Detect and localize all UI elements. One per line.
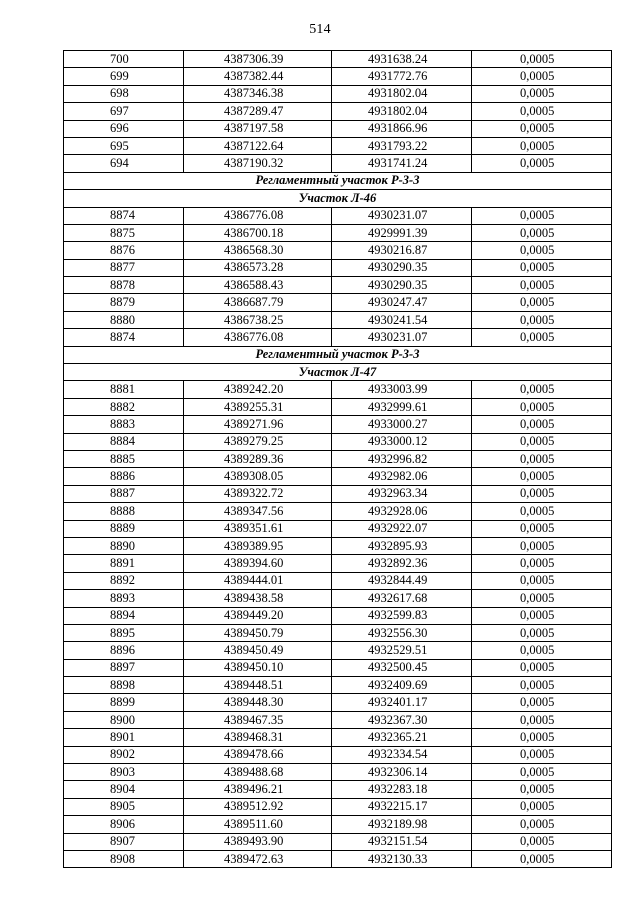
accuracy-cell: 0,0005	[472, 207, 612, 224]
table-row	[64, 85, 612, 102]
subsection-title: Участок Л-46	[64, 190, 612, 207]
accuracy-cell: 0,0005	[472, 659, 612, 676]
x-coordinate-cell: 4389512.92	[184, 798, 332, 815]
y-coordinate-cell: 4931793.22	[332, 137, 472, 154]
point-number-cell: 8875	[64, 224, 184, 241]
y-coordinate-cell: 4932283.18	[332, 781, 472, 798]
table-row	[64, 694, 612, 711]
point-number-cell: 695	[64, 137, 184, 154]
accuracy-cell: 0,0005	[472, 398, 612, 415]
x-coordinate-cell: 4389255.31	[184, 398, 332, 415]
y-coordinate-cell: 4932151.54	[332, 833, 472, 850]
x-coordinate-cell: 4389478.66	[184, 746, 332, 763]
x-coordinate-cell: 4389449.20	[184, 607, 332, 624]
y-coordinate-cell: 4932409.69	[332, 677, 472, 694]
x-coordinate-cell: 4389438.58	[184, 590, 332, 607]
point-number-cell: 8907	[64, 833, 184, 850]
table-row	[64, 51, 612, 68]
y-coordinate-cell: 4931802.04	[332, 103, 472, 120]
point-number-cell: 697	[64, 103, 184, 120]
point-number-cell: 8884	[64, 433, 184, 450]
accuracy-cell: 0,0005	[472, 590, 612, 607]
accuracy-cell: 0,0005	[472, 329, 612, 346]
table-row	[64, 746, 612, 763]
x-coordinate-cell: 4389468.31	[184, 729, 332, 746]
table-row	[64, 68, 612, 85]
point-number-cell: 8887	[64, 485, 184, 502]
y-coordinate-cell: 4932922.07	[332, 520, 472, 537]
y-coordinate-cell: 4931802.04	[332, 85, 472, 102]
y-coordinate-cell: 4932963.34	[332, 485, 472, 502]
table-row	[64, 711, 612, 728]
x-coordinate-cell: 4389351.61	[184, 520, 332, 537]
y-coordinate-cell: 4933000.27	[332, 416, 472, 433]
table-row	[64, 816, 612, 833]
point-number-cell: 696	[64, 120, 184, 137]
accuracy-cell: 0,0005	[472, 103, 612, 120]
point-number-cell: 700	[64, 51, 184, 68]
table-row	[64, 207, 612, 224]
y-coordinate-cell: 4932306.14	[332, 764, 472, 781]
x-coordinate-cell: 4389448.51	[184, 677, 332, 694]
accuracy-cell: 0,0005	[472, 381, 612, 398]
accuracy-cell: 0,0005	[472, 450, 612, 467]
y-coordinate-cell: 4932617.68	[332, 590, 472, 607]
table-row	[64, 242, 612, 259]
table-row	[64, 642, 612, 659]
point-number-cell: 8883	[64, 416, 184, 433]
y-coordinate-cell: 4930290.35	[332, 259, 472, 276]
y-coordinate-cell: 4932401.17	[332, 694, 472, 711]
table-row	[64, 624, 612, 641]
y-coordinate-cell: 4931638.24	[332, 51, 472, 68]
y-coordinate-cell: 4932529.51	[332, 642, 472, 659]
x-coordinate-cell: 4389448.30	[184, 694, 332, 711]
point-number-cell: 8895	[64, 624, 184, 641]
accuracy-cell: 0,0005	[472, 277, 612, 294]
point-number-cell: 8874	[64, 329, 184, 346]
y-coordinate-cell: 4932999.61	[332, 398, 472, 415]
y-coordinate-cell: 4931772.76	[332, 68, 472, 85]
accuracy-cell: 0,0005	[472, 294, 612, 311]
accuracy-cell: 0,0005	[472, 155, 612, 172]
accuracy-cell: 0,0005	[472, 555, 612, 572]
table-row	[64, 416, 612, 433]
x-coordinate-cell: 4389242.20	[184, 381, 332, 398]
x-coordinate-cell: 4389450.49	[184, 642, 332, 659]
point-number-cell: 8892	[64, 572, 184, 589]
y-coordinate-cell: 4932599.83	[332, 607, 472, 624]
accuracy-cell: 0,0005	[472, 311, 612, 328]
accuracy-cell: 0,0005	[472, 520, 612, 537]
section-title: Регламентный участок Р-3-3	[64, 346, 612, 363]
table-row	[64, 850, 612, 867]
table-row	[64, 798, 612, 815]
accuracy-cell: 0,0005	[472, 677, 612, 694]
x-coordinate-cell: 4386568.30	[184, 242, 332, 259]
point-number-cell: 8900	[64, 711, 184, 728]
y-coordinate-cell: 4932334.54	[332, 746, 472, 763]
point-number-cell: 8905	[64, 798, 184, 815]
point-number-cell: 8889	[64, 520, 184, 537]
table-row	[64, 590, 612, 607]
x-coordinate-cell: 4387346.38	[184, 85, 332, 102]
x-coordinate-cell: 4387197.58	[184, 120, 332, 137]
table-row	[64, 572, 612, 589]
y-coordinate-cell: 4932996.82	[332, 450, 472, 467]
subsection-title: Участок Л-47	[64, 364, 612, 381]
accuracy-cell: 0,0005	[472, 537, 612, 554]
table-row	[64, 398, 612, 415]
accuracy-cell: 0,0005	[472, 833, 612, 850]
y-coordinate-cell: 4932367.30	[332, 711, 472, 728]
coordinates-table	[63, 50, 612, 868]
y-coordinate-cell: 4929991.39	[332, 224, 472, 241]
table-row	[64, 485, 612, 502]
x-coordinate-cell: 4389496.21	[184, 781, 332, 798]
point-number-cell: 8882	[64, 398, 184, 415]
accuracy-cell: 0,0005	[472, 746, 612, 763]
point-number-cell: 8908	[64, 850, 184, 867]
table-row	[64, 764, 612, 781]
accuracy-cell: 0,0005	[472, 242, 612, 259]
table-row	[64, 781, 612, 798]
x-coordinate-cell: 4389308.05	[184, 468, 332, 485]
accuracy-cell: 0,0005	[472, 259, 612, 276]
accuracy-cell: 0,0005	[472, 607, 612, 624]
accuracy-cell: 0,0005	[472, 729, 612, 746]
table-row	[64, 607, 612, 624]
y-coordinate-cell: 4931866.96	[332, 120, 472, 137]
x-coordinate-cell: 4386738.25	[184, 311, 332, 328]
table-row	[64, 155, 612, 172]
table-row	[64, 659, 612, 676]
coordinates-table-body	[64, 51, 612, 868]
point-number-cell: 8903	[64, 764, 184, 781]
table-row	[64, 729, 612, 746]
point-number-cell: 8906	[64, 816, 184, 833]
point-number-cell: 698	[64, 85, 184, 102]
point-number-cell: 8879	[64, 294, 184, 311]
y-coordinate-cell: 4932189.98	[332, 816, 472, 833]
point-number-cell: 694	[64, 155, 184, 172]
table-row	[64, 468, 612, 485]
accuracy-cell: 0,0005	[472, 416, 612, 433]
x-coordinate-cell: 4386776.08	[184, 207, 332, 224]
x-coordinate-cell: 4386776.08	[184, 329, 332, 346]
table-row	[64, 103, 612, 120]
y-coordinate-cell: 4932556.30	[332, 624, 472, 641]
y-coordinate-cell: 4932215.17	[332, 798, 472, 815]
section-title: Регламентный участок Р-3-3	[64, 172, 612, 189]
x-coordinate-cell: 4389511.60	[184, 816, 332, 833]
point-number-cell: 8877	[64, 259, 184, 276]
x-coordinate-cell: 4389450.79	[184, 624, 332, 641]
x-coordinate-cell: 4389389.95	[184, 537, 332, 554]
accuracy-cell: 0,0005	[472, 624, 612, 641]
accuracy-cell: 0,0005	[472, 798, 612, 815]
point-number-cell: 8876	[64, 242, 184, 259]
accuracy-cell: 0,0005	[472, 85, 612, 102]
point-number-cell: 8898	[64, 677, 184, 694]
point-number-cell: 8904	[64, 781, 184, 798]
point-number-cell: 8886	[64, 468, 184, 485]
point-number-cell: 8891	[64, 555, 184, 572]
accuracy-cell: 0,0005	[472, 224, 612, 241]
x-coordinate-cell: 4387306.39	[184, 51, 332, 68]
point-number-cell: 8880	[64, 311, 184, 328]
x-coordinate-cell: 4389279.25	[184, 433, 332, 450]
y-coordinate-cell: 4932500.45	[332, 659, 472, 676]
section-header-row	[64, 346, 612, 363]
point-number-cell: 8893	[64, 590, 184, 607]
y-coordinate-cell: 4930231.07	[332, 207, 472, 224]
table-row	[64, 329, 612, 346]
page-number: 514	[309, 22, 331, 37]
table-row	[64, 677, 612, 694]
point-number-cell: 8894	[64, 607, 184, 624]
x-coordinate-cell: 4389472.63	[184, 850, 332, 867]
x-coordinate-cell: 4386573.28	[184, 259, 332, 276]
accuracy-cell: 0,0005	[472, 764, 612, 781]
accuracy-cell: 0,0005	[472, 468, 612, 485]
point-number-cell: 8885	[64, 450, 184, 467]
point-number-cell: 8888	[64, 503, 184, 520]
section-header-row	[64, 172, 612, 189]
point-number-cell: 8902	[64, 746, 184, 763]
table-row	[64, 381, 612, 398]
x-coordinate-cell: 4389493.90	[184, 833, 332, 850]
table-row	[64, 555, 612, 572]
subsection-header-row	[64, 364, 612, 381]
y-coordinate-cell: 4930241.54	[332, 311, 472, 328]
point-number-cell: 8874	[64, 207, 184, 224]
x-coordinate-cell: 4389289.36	[184, 450, 332, 467]
x-coordinate-cell: 4389322.72	[184, 485, 332, 502]
accuracy-cell: 0,0005	[472, 120, 612, 137]
accuracy-cell: 0,0005	[472, 572, 612, 589]
table-row	[64, 224, 612, 241]
accuracy-cell: 0,0005	[472, 137, 612, 154]
y-coordinate-cell: 4932928.06	[332, 503, 472, 520]
table-row	[64, 520, 612, 537]
x-coordinate-cell: 4386687.79	[184, 294, 332, 311]
y-coordinate-cell: 4933000.12	[332, 433, 472, 450]
accuracy-cell: 0,0005	[472, 68, 612, 85]
accuracy-cell: 0,0005	[472, 433, 612, 450]
table-row	[64, 833, 612, 850]
table-row	[64, 137, 612, 154]
x-coordinate-cell: 4389347.56	[184, 503, 332, 520]
x-coordinate-cell: 4386588.43	[184, 277, 332, 294]
x-coordinate-cell: 4389394.60	[184, 555, 332, 572]
table-row	[64, 277, 612, 294]
y-coordinate-cell: 4931741.24	[332, 155, 472, 172]
x-coordinate-cell: 4389271.96	[184, 416, 332, 433]
accuracy-cell: 0,0005	[472, 503, 612, 520]
accuracy-cell: 0,0005	[472, 694, 612, 711]
x-coordinate-cell: 4389467.35	[184, 711, 332, 728]
y-coordinate-cell: 4930290.35	[332, 277, 472, 294]
y-coordinate-cell: 4932892.36	[332, 555, 472, 572]
point-number-cell: 8890	[64, 537, 184, 554]
table-row	[64, 294, 612, 311]
accuracy-cell: 0,0005	[472, 51, 612, 68]
subsection-header-row	[64, 190, 612, 207]
table-row	[64, 311, 612, 328]
y-coordinate-cell: 4932844.49	[332, 572, 472, 589]
y-coordinate-cell: 4932365.21	[332, 729, 472, 746]
point-number-cell: 8897	[64, 659, 184, 676]
x-coordinate-cell: 4386700.18	[184, 224, 332, 241]
point-number-cell: 8878	[64, 277, 184, 294]
y-coordinate-cell: 4933003.99	[332, 381, 472, 398]
table-row	[64, 503, 612, 520]
point-number-cell: 8899	[64, 694, 184, 711]
table-row	[64, 259, 612, 276]
point-number-cell: 699	[64, 68, 184, 85]
accuracy-cell: 0,0005	[472, 816, 612, 833]
y-coordinate-cell: 4930247.47	[332, 294, 472, 311]
x-coordinate-cell: 4389488.68	[184, 764, 332, 781]
accuracy-cell: 0,0005	[472, 781, 612, 798]
y-coordinate-cell: 4932895.93	[332, 537, 472, 554]
point-number-cell: 8901	[64, 729, 184, 746]
x-coordinate-cell: 4387122.64	[184, 137, 332, 154]
point-number-cell: 8896	[64, 642, 184, 659]
x-coordinate-cell: 4389444.01	[184, 572, 332, 589]
accuracy-cell: 0,0005	[472, 485, 612, 502]
y-coordinate-cell: 4932982.06	[332, 468, 472, 485]
y-coordinate-cell: 4930216.87	[332, 242, 472, 259]
y-coordinate-cell: 4932130.33	[332, 850, 472, 867]
accuracy-cell: 0,0005	[472, 711, 612, 728]
table-row	[64, 120, 612, 137]
x-coordinate-cell: 4387289.47	[184, 103, 332, 120]
point-number-cell: 8881	[64, 381, 184, 398]
x-coordinate-cell: 4389450.10	[184, 659, 332, 676]
accuracy-cell: 0,0005	[472, 850, 612, 867]
y-coordinate-cell: 4930231.07	[332, 329, 472, 346]
accuracy-cell: 0,0005	[472, 642, 612, 659]
table-row	[64, 450, 612, 467]
x-coordinate-cell: 4387190.32	[184, 155, 332, 172]
table-row	[64, 433, 612, 450]
table-row	[64, 537, 612, 554]
x-coordinate-cell: 4387382.44	[184, 68, 332, 85]
